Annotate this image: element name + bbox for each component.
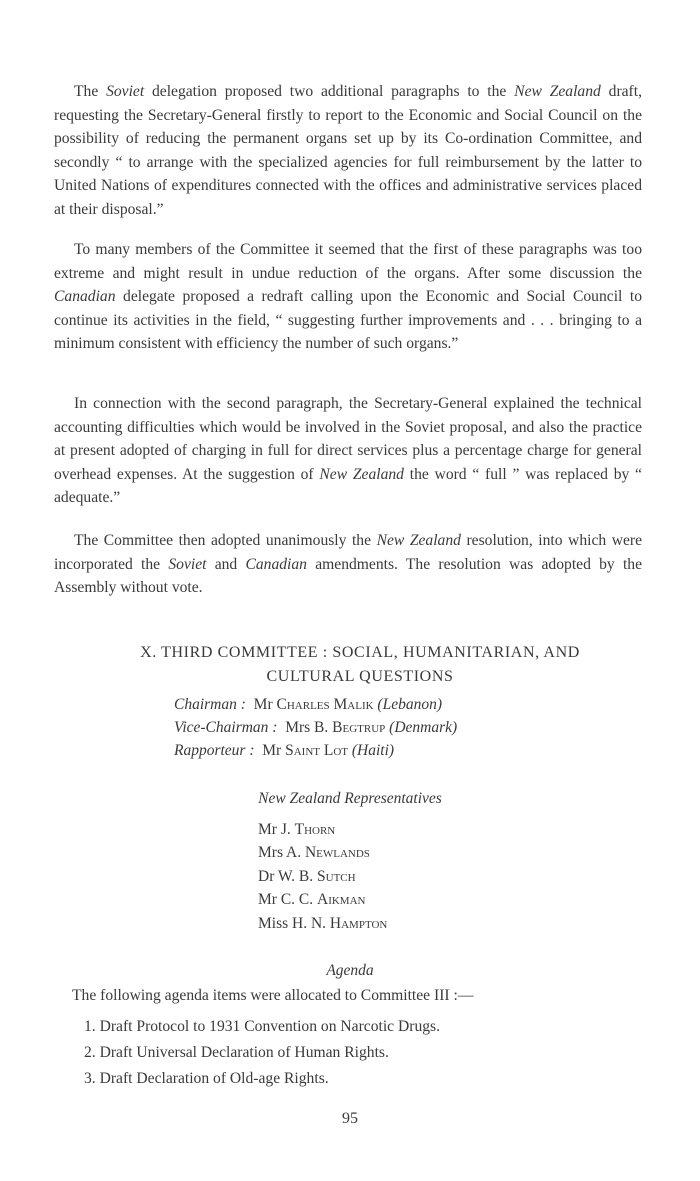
italic-term: Canadian	[245, 555, 307, 573]
italic-term: New Zealand	[376, 532, 461, 549]
section-heading-line1: X. THIRD COMMITTEE : SOCIAL, HUMANITARIAN, AND	[140, 644, 580, 661]
representative-item: Mrs A. Newlands	[258, 844, 370, 862]
text-run: draft, requesting the Secretary-General firstly to report to the Economic and Social Council on the possibility of reducing the permanent organs set up by its Co-ordination Committee, and secondly “ to arrange with the specialized agencies for full reimbursement by the latter to United Nations of expenditures connected with the offices and administrative services placed at their disposal.”	[54, 83, 642, 218]
paragraph-committee-view	[54, 238, 642, 356]
agenda-intro: The following agenda items were allocated to Committee III :—	[72, 987, 474, 1004]
officer-rapporteur: Rapporteur : Mr Saint Lot (Haiti)	[174, 742, 395, 759]
italic-term: New Zealand	[319, 465, 404, 483]
section-heading	[60, 641, 660, 689]
text-run: In connection with the second paragraph, the Secretary-General explained the technical accounting difficulties which would be involved in the Soviet proposal, and also the practice at present adopted of charging in full for direct services plus a percentage charge for general overhead expenses. At the suggestion of	[54, 395, 642, 483]
italic-term: Soviet	[106, 83, 145, 100]
officers-list	[174, 693, 457, 762]
agenda-item: 3. Draft Declaration of Old-age Rights.	[84, 1070, 329, 1087]
representative-item: Mr J. Thorn	[258, 821, 336, 838]
representatives-list	[258, 818, 387, 935]
italic-term: Canadian	[54, 288, 116, 306]
italic-term: New Zealand	[514, 83, 601, 100]
agenda-title: Agenda	[326, 962, 374, 979]
paragraph-secretary-general	[54, 392, 642, 510]
representative-item: Mr C. C. Aikman	[258, 891, 366, 909]
italic-term: Soviet	[168, 555, 207, 573]
officer-vice-chairman: Vice-Chairman : Mrs B. Begtrup (Denmark)	[174, 719, 458, 736]
page-number: 95	[342, 1110, 358, 1127]
representatives-title: New Zealand Representatives	[258, 790, 442, 807]
representative-item: Miss H. N. Hampton	[258, 914, 388, 932]
agenda-item: 2. Draft Universal Declaration of Human Rights.	[84, 1044, 389, 1061]
officer-chairman: Chairman : Mr Charles Malik (Lebanon)	[174, 696, 442, 713]
text-run: resolution, into which were incorporated the	[54, 532, 642, 573]
paragraph-resolution-adopted	[54, 529, 642, 600]
text-run: The	[74, 83, 107, 100]
agenda-item: 1. Draft Protocol to 1931 Convention on Narcotic Drugs.	[84, 1018, 440, 1035]
text-run: delegate proposed a redraft calling upon the Economic and Social Council to continue its activities in the field, “ suggesting further improvements and . . . bringing to a minimum consistent with efficiency the number of such organs.”	[54, 288, 642, 353]
text-run: delegation proposed two additional paragraphs to the	[144, 83, 515, 100]
text-run: and	[206, 555, 246, 573]
representative-item: Dr W. B. Sutch	[258, 867, 356, 885]
text-run: amendments. The resolution was adopted by the Assembly without vote.	[54, 555, 642, 597]
text-run: the word “ full ” was replaced by “ adequate.”	[54, 465, 642, 507]
text-run: The Committee then adopted unanimously the	[74, 532, 377, 549]
paragraph-soviet-proposal	[54, 80, 642, 222]
section-heading-line2: CULTURAL QUESTIONS	[266, 668, 454, 685]
text-run: To many members of the Committee it seemed that the first of these paragraphs was too extreme and might result in undue reduction of the organs. After some discussion the	[54, 241, 642, 282]
agenda-list	[84, 1014, 440, 1092]
